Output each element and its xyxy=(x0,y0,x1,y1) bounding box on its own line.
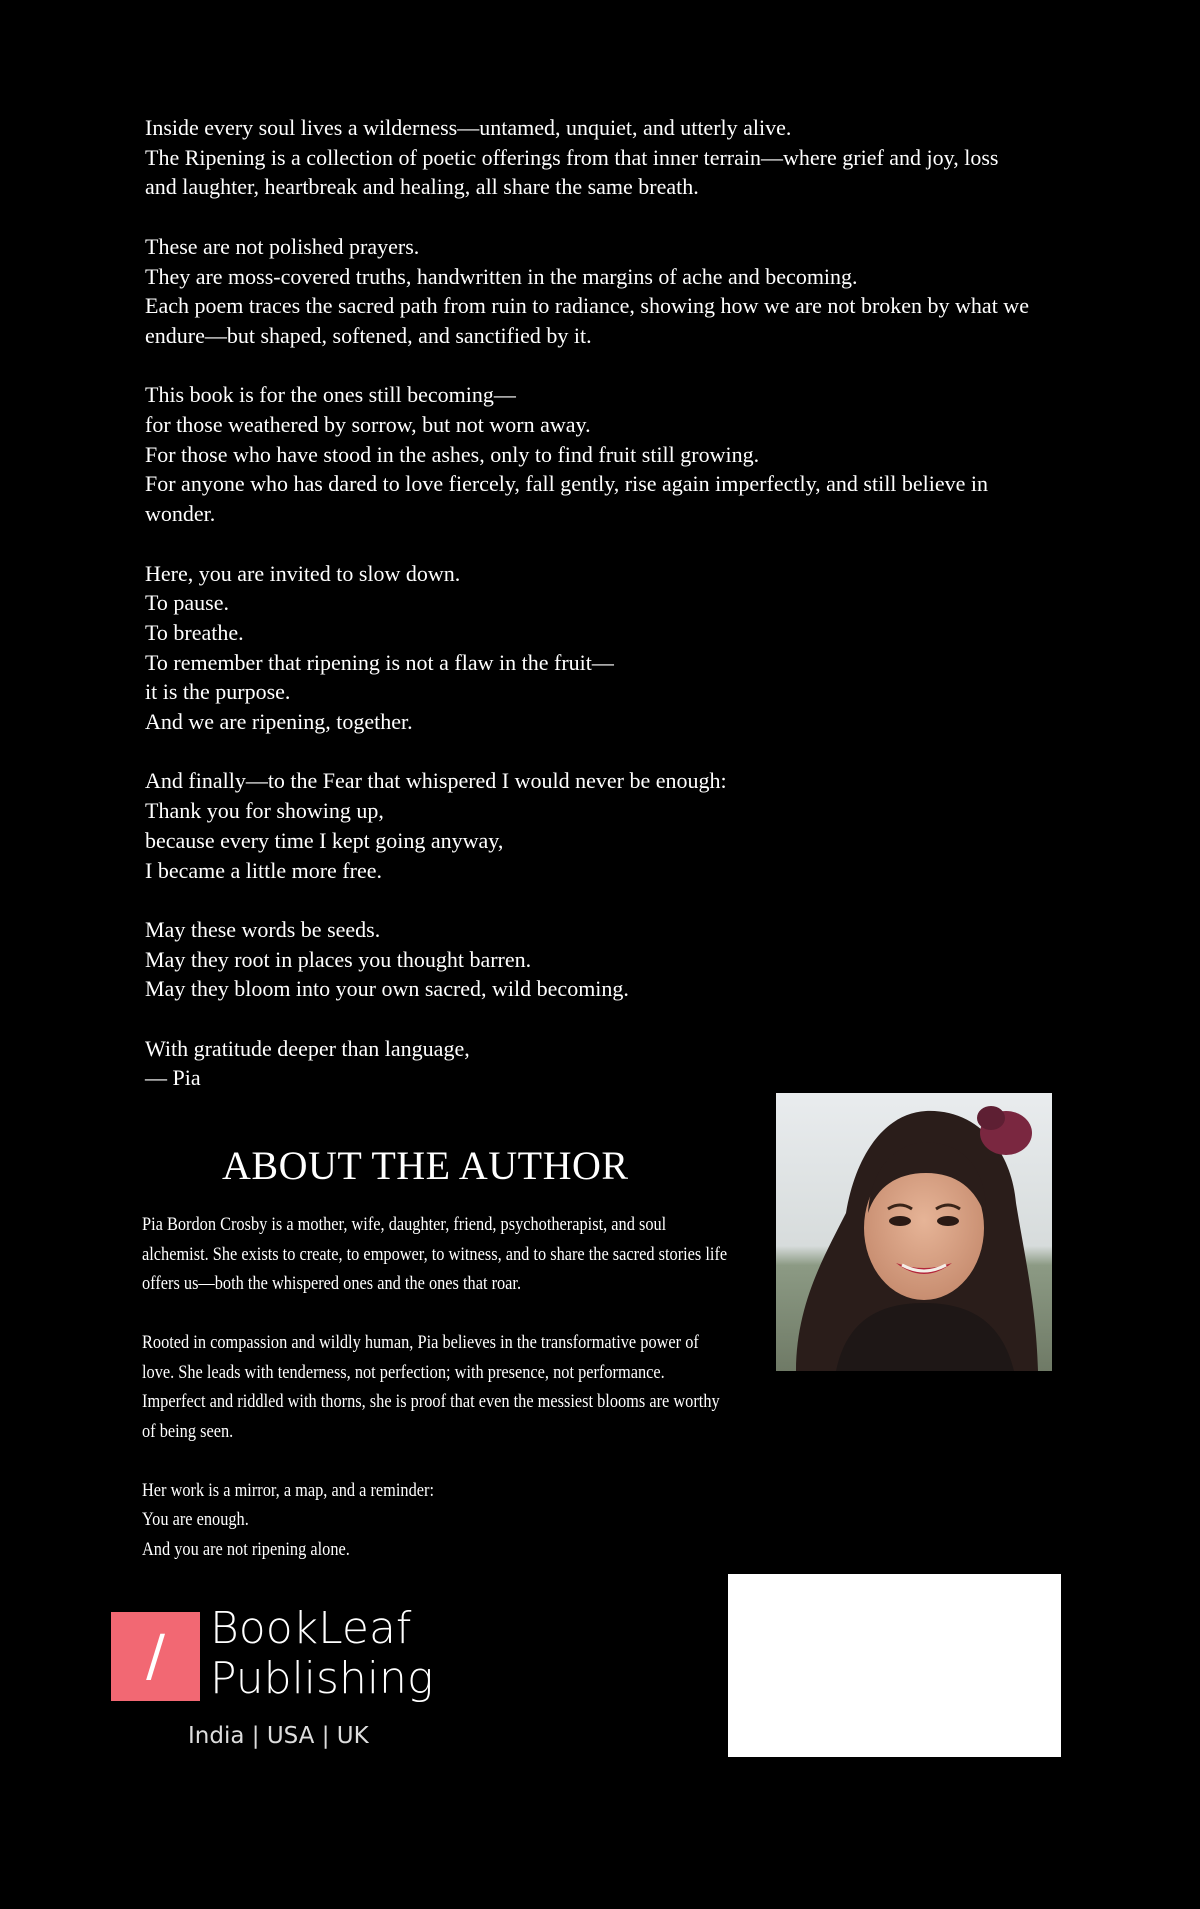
publisher-regions: India | USA | UK xyxy=(188,1723,369,1749)
intro-paragraph-1 xyxy=(145,113,1075,202)
text-line: Here, you are invited to slow down. xyxy=(145,560,461,586)
text-line: Her work is a mirror, a map, and a reminder: xyxy=(142,1479,435,1501)
text-line: And we are ripening, together. xyxy=(145,709,413,735)
text-line: To pause. xyxy=(145,590,229,616)
slash-icon: / xyxy=(146,1624,165,1689)
barcode-area xyxy=(728,1574,1061,1757)
text-line: alchemist. She exists to create, to empower, to witness, and to share the sacred stories life xyxy=(142,1243,728,1265)
intro-paragraph-4 xyxy=(145,559,1075,737)
text-line: May they bloom into your own sacred, wild becoming. xyxy=(145,976,629,1002)
text-line: it is the purpose. xyxy=(145,679,291,705)
text-line: love. She leads with tenderness, not perfection; with presence, not performance. xyxy=(142,1361,665,1383)
text-line: For those who have stood in the ashes, only to find fruit still growing. xyxy=(145,441,760,467)
author-photo xyxy=(776,1093,1052,1371)
text-line: You are enough. xyxy=(142,1509,249,1530)
text-line: of being seen. xyxy=(142,1420,234,1442)
text-line: Pia Bordon Crosby is a mother, wife, daughter, friend, psychotherapist, and soul xyxy=(142,1214,667,1235)
text-line: endure—but shaped, softened, and sanctified by it. xyxy=(145,322,592,348)
publisher-name-line-1: BookLeaf xyxy=(210,1603,412,1654)
text-line: wonder. xyxy=(145,501,216,527)
publisher-name xyxy=(210,1604,433,1704)
text-line: for those weathered by sorrow, but not worn away. xyxy=(145,412,591,437)
text-line: May they root in places you thought barren. xyxy=(145,946,532,972)
text-line: offers us—both the whispered ones and the ones that roar. xyxy=(142,1273,522,1294)
text-line: Each poem traces the sacred path from ruin to radiance, showing how we are not broken by what we xyxy=(145,293,1029,319)
intro-paragraph-5 xyxy=(145,766,1075,885)
text-line: Inside every soul lives a wilderness—untamed, unquiet, and utterly alive. xyxy=(145,115,792,140)
bio-paragraph-2 xyxy=(142,1328,720,1446)
intro-paragraph-2 xyxy=(145,232,1075,351)
text-line: They are moss-covered truths, handwritten in the margins of ache and becoming. xyxy=(145,263,858,289)
text-line: because every time I kept going anyway, xyxy=(145,827,504,853)
text-line: And you are not ripening alone. xyxy=(142,1538,350,1560)
text-line: Thank you for showing up, xyxy=(145,798,384,824)
text-line: I became a little more free. xyxy=(145,857,382,883)
bio-paragraph-3 xyxy=(142,1476,658,1565)
signature-line: — Pia xyxy=(145,1065,201,1091)
author-bio xyxy=(142,1210,728,1594)
text-line: and laughter, heartbreak and healing, all share the same breath. xyxy=(145,174,699,200)
publisher-name-line-2: Publishing xyxy=(210,1653,434,1704)
signature-paragraph xyxy=(145,1034,1075,1093)
text-line: This book is for the ones still becoming— xyxy=(145,382,516,408)
text-line: And finally—to the Fear that whispered I would never be enough: xyxy=(145,768,727,794)
bio-paragraph-1 xyxy=(142,1210,728,1299)
text-line: For anyone who has dared to love fiercely, fall gently, rise again imperfectly, and still believe in xyxy=(145,471,989,497)
text-line: These are not polished prayers. xyxy=(145,233,420,259)
book-description xyxy=(145,113,1075,1123)
text-line: To breathe. xyxy=(145,619,244,645)
text-line: May these words be seeds. xyxy=(145,916,381,942)
intro-paragraph-6 xyxy=(145,915,1075,1004)
intro-paragraph-3 xyxy=(145,380,1075,529)
about-author-heading: ABOUT THE AUTHOR xyxy=(222,1143,629,1188)
text-line: Rooted in compassion and wildly human, Pia believes in the transformative power of xyxy=(142,1332,699,1353)
text-line: With gratitude deeper than language, xyxy=(145,1035,470,1061)
text-line: The Ripening is a collection of poetic offerings from that inner terrain—where grief and joy, loss xyxy=(145,144,999,170)
text-line: To remember that ripening is not a flaw in the fruit— xyxy=(145,649,614,675)
text-line: Imperfect and riddled with thorns, she is proof that even the messiest blooms are worthy xyxy=(142,1391,720,1412)
